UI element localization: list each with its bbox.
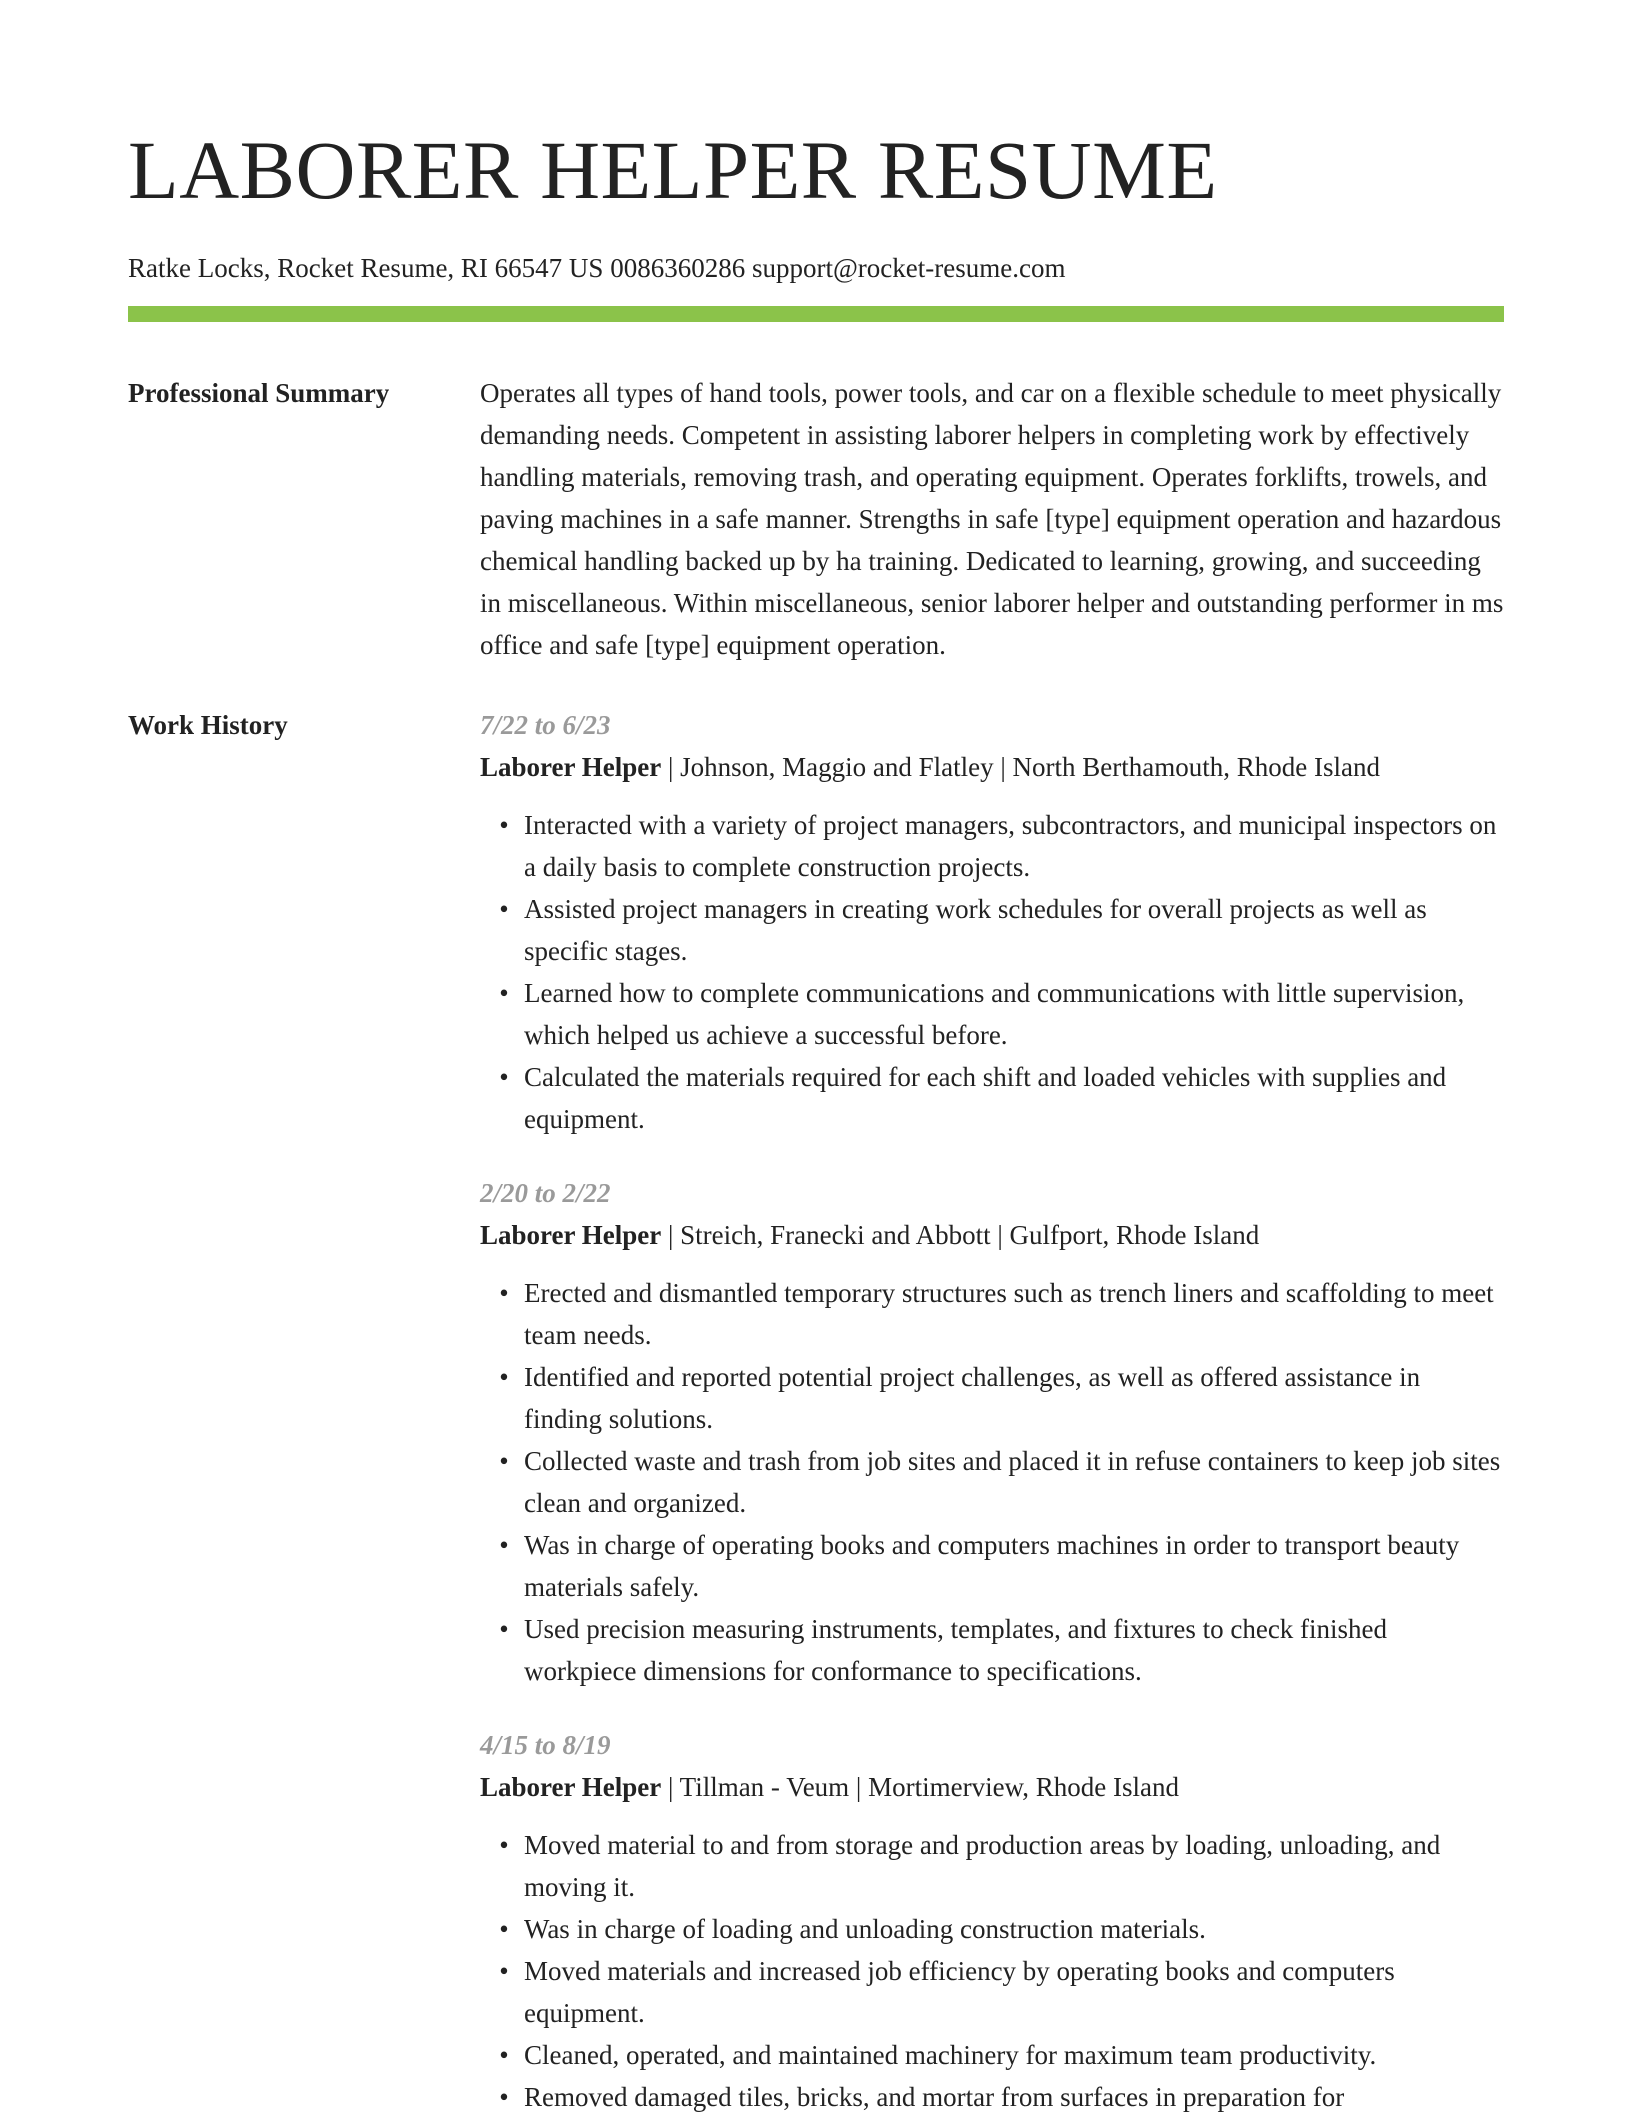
bullet-icon: •	[499, 810, 509, 840]
bullet-icon: •	[499, 978, 509, 1008]
job-entry	[480, 704, 1504, 1140]
bullet-icon: •	[499, 1914, 509, 1944]
job-bullet	[499, 1356, 1504, 1440]
job-bullet-list	[480, 1824, 1504, 2118]
job-entry	[480, 1724, 1504, 2118]
job-bullet	[499, 1950, 1504, 2034]
job-bullet	[499, 972, 1504, 1056]
job-dates: 4/15 to 8/19	[480, 1730, 611, 1760]
job-bullet	[499, 804, 1504, 888]
bullet-icon: •	[499, 1446, 509, 1476]
bullet-text: Moved material to and from storage and production areas by loading, unloading, and moving it.	[524, 1830, 1441, 1902]
job-bullet	[499, 1908, 1504, 1950]
job-bullet	[499, 1056, 1504, 1140]
bullet-text: Learned how to complete communications and communications with little supervision, which helped us achieve a successful before.	[524, 978, 1465, 1050]
work-history-body	[480, 704, 1504, 2118]
accent-divider	[128, 306, 1504, 322]
bullet-icon: •	[499, 1614, 509, 1644]
bullet-icon: •	[499, 1530, 509, 1560]
job-bullet	[499, 1824, 1504, 1908]
job-title: Laborer Helper	[480, 752, 662, 782]
job-bullet	[499, 1440, 1504, 1524]
job-details: | Johnson, Maggio and Flatley | North Berthamouth, Rhode Island	[661, 752, 1380, 782]
job-bullet-list	[480, 804, 1504, 1140]
section-label-work-history: Work History	[128, 710, 288, 740]
job-title: Laborer Helper	[480, 1220, 662, 1250]
section-label-summary: Professional Summary	[128, 378, 390, 408]
bullet-icon: •	[499, 1362, 509, 1392]
professional-summary-section	[128, 372, 1504, 666]
resume-page	[128, 0, 1504, 2118]
resume-title: LABORER HELPER RESUME	[128, 124, 1218, 216]
bullet-icon: •	[499, 1062, 509, 1092]
bullet-text: Collected waste and trash from job sites and placed it in refuse containers to keep job sites clean and organized.	[524, 1446, 1501, 1518]
job-dates: 2/20 to 2/22	[480, 1178, 611, 1208]
job-details: | Streich, Franecki and Abbott | Gulfport, Rhode Island	[661, 1220, 1260, 1250]
bullet-text: Moved materials and increased job efficiency by operating books and computers equipment.	[524, 1956, 1395, 2028]
bullet-icon: •	[499, 1956, 509, 1986]
bullet-icon: •	[499, 894, 509, 924]
bullet-text: Erected and dismantled temporary structures such as trench liners and scaffolding to meet team needs.	[524, 1278, 1494, 1350]
bullet-text: Was in charge of operating books and computers machines in order to transport beauty materials safely.	[524, 1530, 1460, 1602]
job-title: Laborer Helper	[480, 1772, 662, 1802]
bullet-text: Cleaned, operated, and maintained machinery for maximum team productivity.	[524, 2040, 1377, 2070]
contact-info: Ratke Locks, Rocket Resume, RI 66547 US 0086360286 support@rocket-resume.com	[128, 253, 1066, 283]
bullet-text: Calculated the materials required for each shift and loaded vehicles with supplies and equipment.	[524, 1062, 1447, 1134]
bullet-icon: •	[499, 1830, 509, 1860]
job-heading	[480, 1766, 1504, 1808]
summary-text: Operates all types of hand tools, power tools, and car on a flexible schedule to meet physically demanding needs. Competent in assisting laborer helpers in completing work by effectively handling materials, removing trash, and operating equipment. Operates forklifts, trowels, and paving machines in a safe manner. Strengths in safe [type] equipment operation and hazardous chemical handling backed up by ha training. Dedicated to learning, growing, and succeeding in miscellaneous. Within miscellaneous, senior laborer helper and outstanding performer in ms office and safe [type] equipment operation.	[480, 378, 1504, 660]
bullet-text: Used precision measuring instruments, templates, and fixtures to check finished workpiece dimensions for conformance to specifications.	[524, 1614, 1388, 1686]
bullet-text: Identified and reported potential project challenges, as well as offered assistance in finding solutions.	[524, 1362, 1421, 1434]
job-heading	[480, 746, 1504, 788]
bullet-text: Assisted project managers in creating work schedules for overall projects as well as specific stages.	[524, 894, 1427, 966]
bullet-icon: •	[499, 2082, 509, 2112]
job-heading	[480, 1214, 1504, 1256]
job-entry	[480, 1172, 1504, 1692]
job-bullet	[499, 1524, 1504, 1608]
job-bullet	[499, 1608, 1504, 1692]
bullet-text: Removed damaged tiles, bricks, and mortar from surfaces in preparation for	[524, 2082, 1345, 2112]
job-bullet	[499, 2034, 1504, 2076]
job-bullet	[499, 888, 1504, 972]
bullet-text: Was in charge of loading and unloading construction materials.	[524, 1914, 1206, 1944]
bullet-text: Interacted with a variety of project managers, subcontractors, and municipal inspectors on a daily basis to complete construction projects.	[524, 810, 1497, 882]
job-dates: 7/22 to 6/23	[480, 710, 611, 740]
job-details: | Tillman - Veum | Mortimerview, Rhode Island	[661, 1772, 1180, 1802]
bullet-icon: •	[499, 2040, 509, 2070]
job-bullet-list	[480, 1272, 1504, 1692]
bullet-icon: •	[499, 1278, 509, 1308]
work-history-section	[128, 704, 1504, 2118]
summary-body	[480, 372, 1504, 666]
job-bullet	[499, 1272, 1504, 1356]
